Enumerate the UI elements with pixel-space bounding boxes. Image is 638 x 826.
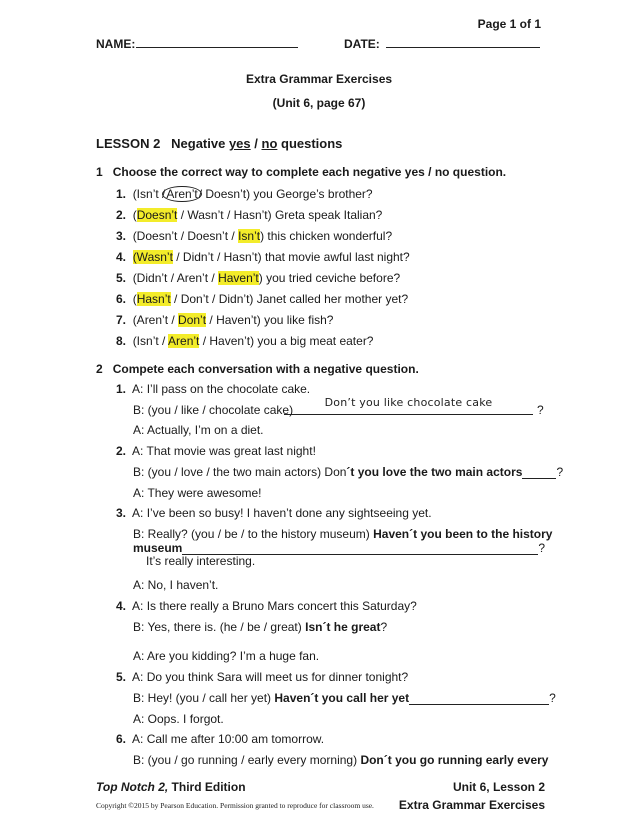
highlighted-answer: Haven’t [218,271,259,285]
conv-5-a1: 5. A: Do you think Sara will meet us for dinner tonight? [116,670,409,684]
ex1-item-5: 5. (Didn’t / Aren’t / Haven’t) you tried ceviche before? [116,271,401,285]
circled-answer: Aren’t [162,186,201,202]
conv-2-b: B: (you / love / the two main actors) Don´t you love the two main actors ? [133,465,564,479]
worksheet-subtitle: (Unit 6, page 67) [272,96,366,110]
name-label: NAME: [96,37,136,51]
footer-extra: Extra Grammar Exercises [398,798,545,812]
conv-6-b: B: (you / go running / early every morning) Don´t you go running early every [133,753,549,767]
answer-line[interactable] [522,466,556,479]
conv-2-answer: ´t you love the two main actors [346,465,523,479]
conv-3-a2: A: No, I haven’t. [133,578,219,592]
conv-3-a1: 3. A: I’ve been so busy! I haven’t done any sightseeing yet. [116,506,432,520]
page-number: Page 1 of 1 [477,17,541,31]
exercise-1-instruction: 1 Choose the correct way to complete each negative yes / no question. [96,165,507,179]
name-field[interactable] [136,47,298,48]
conv-3-extra: It’s really interesting. [146,554,256,568]
date-field[interactable] [386,47,540,48]
footer-book: Top Notch 2, Third Edition [96,780,246,794]
conv-1-b: B: (you / like / chocolate cake) [133,403,294,417]
highlighted-answer: Isn’t [238,229,261,243]
conv-5-answer: Haven´t you call her yet [274,691,410,705]
worksheet-title: Extra Grammar Exercises [245,72,393,86]
highlighted-answer: (Wasn’t [132,250,173,264]
ex1-item-7: 7. (Aren’t / Don’t / Haven’t) you like fish? [116,313,334,327]
conv-4-a2: A: Are you kidding? I’m a huge fan. [133,649,320,663]
lesson-heading: LESSON 2 Negative yes / no questions [96,136,343,151]
conv-6-answer: Don´t you go running early every [360,753,549,767]
footer-copyright: Copyright ©2015 by Pearson Education. Permission granted to reproduce for classroom use. [96,801,374,810]
ex1-item-1: 1. (Isn’t /Aren’t/ Doesn’t) you George’s brother? [116,187,373,201]
conv-4-a1: 4. A: Is there really a Bruno Mars concert this Saturday? [116,599,417,613]
highlighted-answer: Hasn’t [136,292,171,306]
conv-3-b-cont: museum ? [133,541,546,555]
conv-2-a2: A: They were awesome! [133,486,262,500]
conv-1-answer-line[interactable]: Don’t you like chocolate cake [284,399,533,415]
footer-unit: Unit 6, Lesson 2 [452,780,545,794]
answer-line[interactable] [409,692,549,705]
highlighted-answer: Doesn’t [136,208,178,222]
date-label: DATE: [344,37,380,51]
ex1-item-6: 6. (Hasn’t / Don’t / Didn’t) Janet called her mother yet? [116,292,409,306]
exercise-2-instruction: 2 Compete each conversation with a negative question. [96,362,419,376]
highlighted-answer: Don’t [178,313,207,327]
conv-5-a2: A: Oops. I forgot. [133,712,224,726]
conv-1-a1: 1. A: I’ll pass on the chocolate cake. [116,382,311,396]
ex1-item-4: 4. (Wasn’t / Didn’t / Hasn’t) that movie awful last night? [116,250,410,264]
conv-6-a1: 6. A: Call me after 10:00 am tomorrow. [116,732,325,746]
conv-3-answer: Haven´t you been to the history [373,527,553,541]
highlighted-answer: Aren’t [168,334,200,348]
conv-2-a1: 2. A: That movie was great last night! [116,444,316,458]
ex1-item-3: 3. (Doesn’t / Doesn’t / Isn’t) this chicken wonderful? [116,229,393,243]
conv-4-answer: Isn´t he great [305,620,381,634]
conv-3-b: B: Really? (you / be / to the history museum) Haven´t you been to the history [133,527,553,541]
conv-1-a2: A: Actually, I’m on a diet. [133,423,264,437]
conv-5-b: B: Hey! (you / call her yet) Haven´t you call her yet ? [133,691,556,705]
ex1-item-8: 8. (Isn’t / Aren’t / Haven’t) you a big meat eater? [116,334,374,348]
ex1-item-2: 2. (Doesn’t / Wasn’t / Hasn’t) Greta speak Italian? [116,208,383,222]
question-mark: ? [537,403,544,417]
conv-4-b: B: Yes, there is. (he / be / great) Isn´t he great? [133,620,388,634]
